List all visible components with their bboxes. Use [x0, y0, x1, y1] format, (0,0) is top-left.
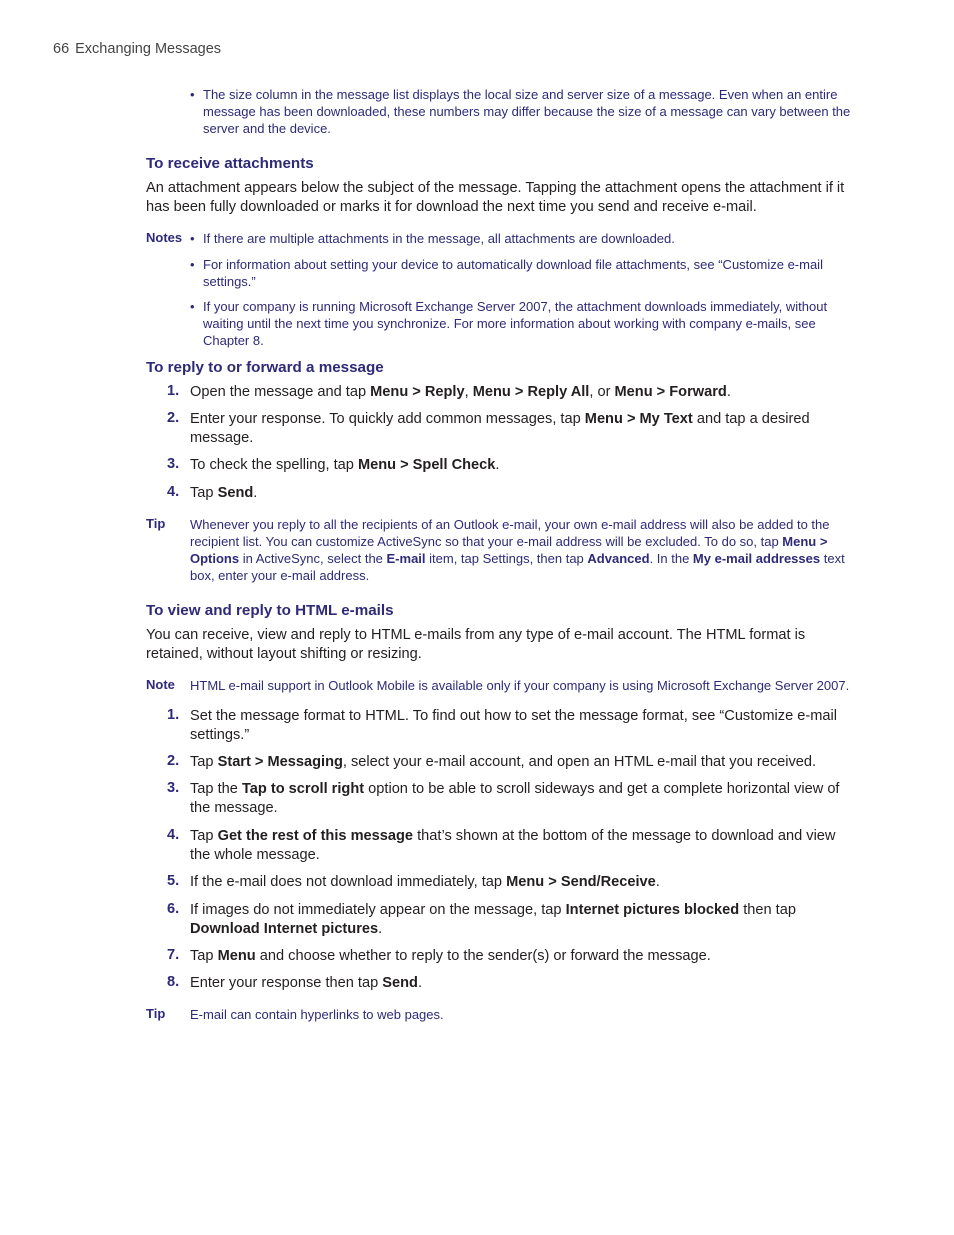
html-step: Tap Start > Messaging, select your e-mail account, and open an HTML e-mail that you received.: [190, 754, 817, 770]
step-number: 6.: [167, 901, 180, 917]
page-number: 66: [53, 41, 70, 57]
note-label: Note: [146, 677, 175, 692]
notes-label: Notes: [146, 230, 183, 245]
section-title: Exchanging Messages: [75, 41, 222, 57]
note-item: If there are multiple attachments in the message, all attachments are downloaded.: [203, 231, 675, 246]
step-number: 2.: [167, 753, 180, 769]
intro-bullet: The size column in the message list displays the local size and server size of a message. Even when an entire message has been downloaded, these numbers may differ because the size of a message can vary between the server and the device.: [203, 87, 851, 136]
bullet-marker: •: [190, 299, 195, 314]
html-emails-body: You can receive, view and reply to HTML e-mails from any type of e-mail account. The HTML format is retained, without layout shifting or resizing.: [146, 627, 806, 662]
page-header: [53, 41, 221, 57]
reply-step: To check the spelling, tap Menu > Spell Check.: [190, 457, 500, 473]
step-number: 1.: [167, 707, 180, 723]
receive-attachments-body: An attachment appears below the subject of the message. Tapping the attachment opens the attachment if it has been fully downloaded or marks it for download the next time you send and receive e-mail.: [146, 180, 845, 215]
heading-reply-forward: To reply to or forward a message: [146, 359, 384, 376]
note-text: HTML e-mail support in Outlook Mobile is available only if your company is using Microsoft Exchange Server 2007.: [190, 678, 850, 693]
reply-step: Open the message and tap Menu > Reply, Menu > Reply All, or Menu > Forward.: [190, 384, 731, 400]
bullet-marker: •: [190, 257, 195, 272]
tip-text: E-mail can contain hyperlinks to web pages.: [190, 1007, 444, 1022]
html-step: Tap Menu and choose whether to reply to the sender(s) or forward the message.: [190, 948, 711, 964]
html-step: If the e-mail does not download immediately, tap Menu > Send/Receive.: [190, 874, 660, 890]
heading-receive-attachments: To receive attachments: [146, 155, 314, 172]
html-step: If images do not immediately appear on the message, tap Internet pictures blocked then tap Download Internet pictures.: [190, 902, 796, 937]
step-number: 4.: [167, 827, 180, 843]
heading-html-emails: To view and reply to HTML e-mails: [146, 602, 394, 619]
bullet-marker: •: [190, 231, 195, 246]
step-number: 2.: [167, 410, 180, 426]
step-number: 4.: [167, 484, 180, 500]
html-step: Tap Get the rest of this message that’s shown at the bottom of the message to download and view the whole message.: [190, 828, 836, 863]
step-number: 3.: [167, 780, 180, 796]
note-item: For information about setting your device to automatically download file attachments, see “Customize e-mail settings.”: [203, 257, 823, 289]
note-item: If your company is running Microsoft Exchange Server 2007, the attachment downloads immediately, without waiting until the next time you synchronize. For more information about working with company e-mails, see Chapter 8.: [203, 299, 828, 348]
tip-label: Tip: [146, 516, 166, 531]
step-number: 1.: [167, 383, 180, 399]
html-step: Enter your response then tap Send.: [190, 975, 423, 991]
bullet-marker: •: [190, 87, 195, 102]
step-number: 8.: [167, 974, 180, 990]
tip-text: Whenever you reply to all the recipients of an Outlook e-mail, your own e-mail address will also be added to the recipient list. You can customize ActiveSync so that your e-mail address will be excluded. To do so, tap Menu > Options in ActiveSync, select the E-mail item, tap Settings, then tap Advanced. In the My e-mail addresses text box, enter your e-mail address.: [190, 517, 845, 583]
tip-label: Tip: [146, 1006, 166, 1021]
html-step: Tap the Tap to scroll right option to be able to scroll sideways and get a complete horizontal view of the message.: [190, 781, 840, 816]
reply-step: Tap Send.: [190, 485, 258, 501]
step-number: 5.: [167, 873, 180, 889]
step-number: 7.: [167, 947, 180, 963]
step-number: 3.: [167, 456, 180, 472]
html-step: Set the message format to HTML. To find out how to set the message format, see “Customize e-mail settings.”: [190, 708, 837, 743]
reply-step: Enter your response. To quickly add common messages, tap Menu > My Text and tap a desired message.: [190, 411, 810, 446]
